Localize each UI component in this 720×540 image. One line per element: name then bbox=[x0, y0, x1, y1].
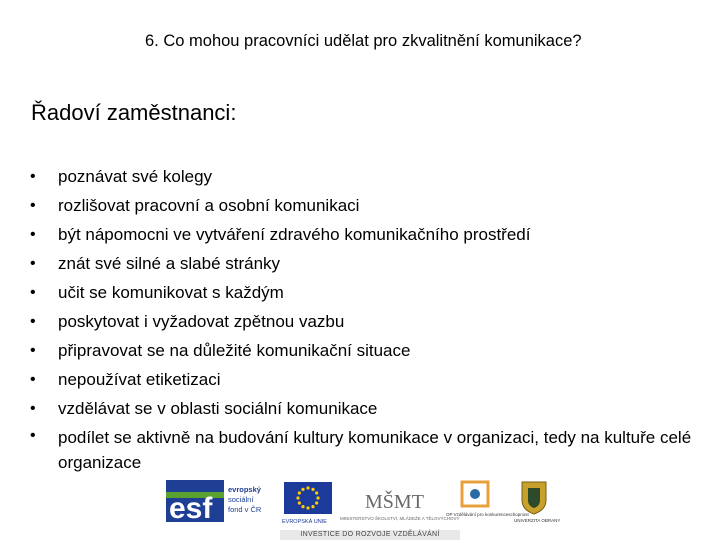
bullet-icon: • bbox=[30, 255, 36, 272]
esf-caption-2: sociální bbox=[228, 495, 254, 504]
eu-star-icon bbox=[316, 496, 319, 499]
esf-logo-text: esf bbox=[169, 492, 213, 525]
bullet-icon: • bbox=[30, 427, 36, 444]
bullet-icon: • bbox=[30, 197, 36, 214]
list-item-text: poskytovat i vyžadovat zpětnou vazbu bbox=[58, 312, 345, 331]
univ-caption: UNIVERZITA OBRANY bbox=[514, 518, 561, 523]
eu-star-icon bbox=[298, 501, 301, 504]
bullet-icon: • bbox=[30, 168, 36, 185]
eu-star-icon bbox=[315, 501, 318, 504]
eu-star-icon bbox=[298, 491, 301, 494]
eu-star-icon bbox=[301, 505, 304, 508]
investice-band: INVESTICE DO ROZVOJE VZDĚLÁVÁNÍ bbox=[280, 530, 460, 540]
msmt-logo-text: MŠMT bbox=[365, 491, 424, 513]
list-item bbox=[30, 191, 710, 220]
esf-caption-1: evropský bbox=[228, 485, 261, 494]
eu-star-icon bbox=[301, 488, 304, 491]
op-caption: OP Vzdělávání pro konkurenceschopnost bbox=[446, 512, 529, 517]
bullet-icon: • bbox=[30, 342, 36, 359]
msmt-logo bbox=[340, 478, 460, 526]
list-item-text: vzdělávat se v oblasti sociální komunikace bbox=[58, 399, 378, 418]
eu-caption: EVROPSKÁ UNIE bbox=[282, 519, 327, 525]
eu-star-icon bbox=[311, 488, 314, 491]
list-item bbox=[30, 394, 710, 423]
list-item bbox=[30, 336, 710, 365]
eu-flag-logo bbox=[280, 478, 336, 526]
eu-star-icon bbox=[306, 486, 309, 489]
list-item bbox=[30, 365, 710, 394]
list-item bbox=[30, 423, 710, 475]
bullet-icon: • bbox=[30, 284, 36, 301]
list-item-text: podílet se aktivně na budování kultury komunikace v organizaci, tedy na kultuře celé organizace bbox=[58, 428, 692, 472]
list-item bbox=[30, 220, 710, 249]
bullet-icon: • bbox=[30, 226, 36, 243]
univ-crest-logo bbox=[510, 478, 561, 526]
list-item-text: připravovat se na důležité komunikační situace bbox=[58, 341, 411, 360]
op-logo bbox=[446, 478, 529, 526]
list-item-text: znát své silné a slabé stránky bbox=[58, 254, 281, 273]
list-item-text: poznávat své kolegy bbox=[58, 167, 213, 186]
eu-star-icon bbox=[296, 496, 299, 499]
list-item bbox=[30, 307, 710, 336]
list-item-text: být nápomocni ve vytváření zdravého komunikačního prostředí bbox=[58, 225, 531, 244]
list-item-text: učit se komunikovat s každým bbox=[58, 283, 284, 302]
bullet-icon: • bbox=[30, 371, 36, 388]
msmt-caption: MINISTERSTVO ŠKOLSTVÍ, MLÁDEŽE A TĚLOVÝCHOVY bbox=[340, 516, 460, 521]
eu-star-icon bbox=[315, 491, 318, 494]
bullet-icon: • bbox=[30, 313, 36, 330]
eu-star-icon bbox=[306, 506, 309, 509]
list-item bbox=[30, 162, 710, 191]
list-item bbox=[30, 249, 710, 278]
eu-star-icon bbox=[311, 505, 314, 508]
list-item-text: nepoužívat etiketizaci bbox=[58, 370, 221, 389]
esf-logo bbox=[166, 478, 270, 526]
slide-title: 6. Co mohou pracovníci udělat pro zkvalitnění komunikace? bbox=[145, 32, 582, 50]
slide-subtitle: Řadoví zaměstnanci: bbox=[31, 100, 237, 125]
list-item-text: rozlišovat pracovní a osobní komunikaci bbox=[58, 196, 360, 215]
esf-caption-3: fond v ČR bbox=[228, 505, 262, 514]
bullet-icon: • bbox=[30, 400, 36, 417]
list-item bbox=[30, 278, 710, 307]
bullet-list bbox=[30, 162, 710, 475]
